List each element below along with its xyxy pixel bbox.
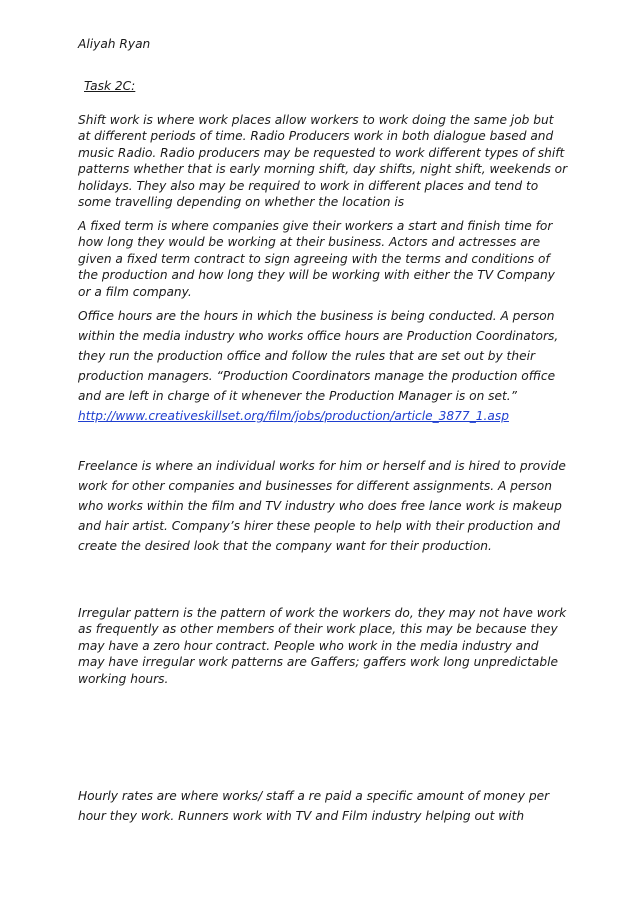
source-link[interactable]: http://www.creativeskillset.org/film/jobs/production/article_3877_1.asp bbox=[78, 409, 509, 423]
paragraph-hourly: Hourly rates are where works/ staff a re paid a specific amount of money per hour they work. Runners work with TV and Film industry helping out with bbox=[78, 789, 550, 823]
paragraph-fixed-term: A fixed term is where companies give their workers a start and finish time for how long they would be working at their business. Actors and actresses are given a fixed term contract to sign agreeing with the terms and conditions of the production and how long they will be working with either the TV Company or a film company. bbox=[78, 219, 555, 299]
paragraph-office-hours bbox=[78, 306, 568, 426]
office-hours-text: Office hours are the hours in which the business is being conducted. A person within the media industry who works office hours are Production Coordinators, they run the production office and follow the rules that are set out by their production managers. “Production Coordinators manage the production office and are left in charge of it whenever the Production Manager is on set.” bbox=[78, 309, 559, 403]
task-heading: Task 2C: bbox=[84, 79, 136, 93]
paragraph-irregular: Irregular pattern is the pattern of work the workers do, they may not have work as frequently as other members of their work place, this may be because they may have a zero hour contract. People who work in the media industry and may have irregular work patterns are Gaffers; gaffers work long unpredictable working hours. bbox=[78, 606, 567, 686]
paragraph-freelance: Freelance is where an individual works for him or herself and is hired to provide work for other companies and businesses for different assignments. A person who works within the film and TV industry who does free lance work is makeup and hair artist. Company’s hirer these people to help with their production and create the desired look that the company want for their production. bbox=[78, 459, 566, 553]
paragraph-shift-work: Shift work is where work places allow workers to work doing the same job but at different periods of time. Radio Producers work in both dialogue based and music Radio. Radio producers may be requested to work different types of shift patterns whether that is early morning shift, day shifts, night shift, weekends or holidays. They also may be required to work in different places and tend to some travelling depending on whether the location is bbox=[78, 113, 568, 210]
author-name: Aliyah Ryan bbox=[78, 37, 151, 51]
